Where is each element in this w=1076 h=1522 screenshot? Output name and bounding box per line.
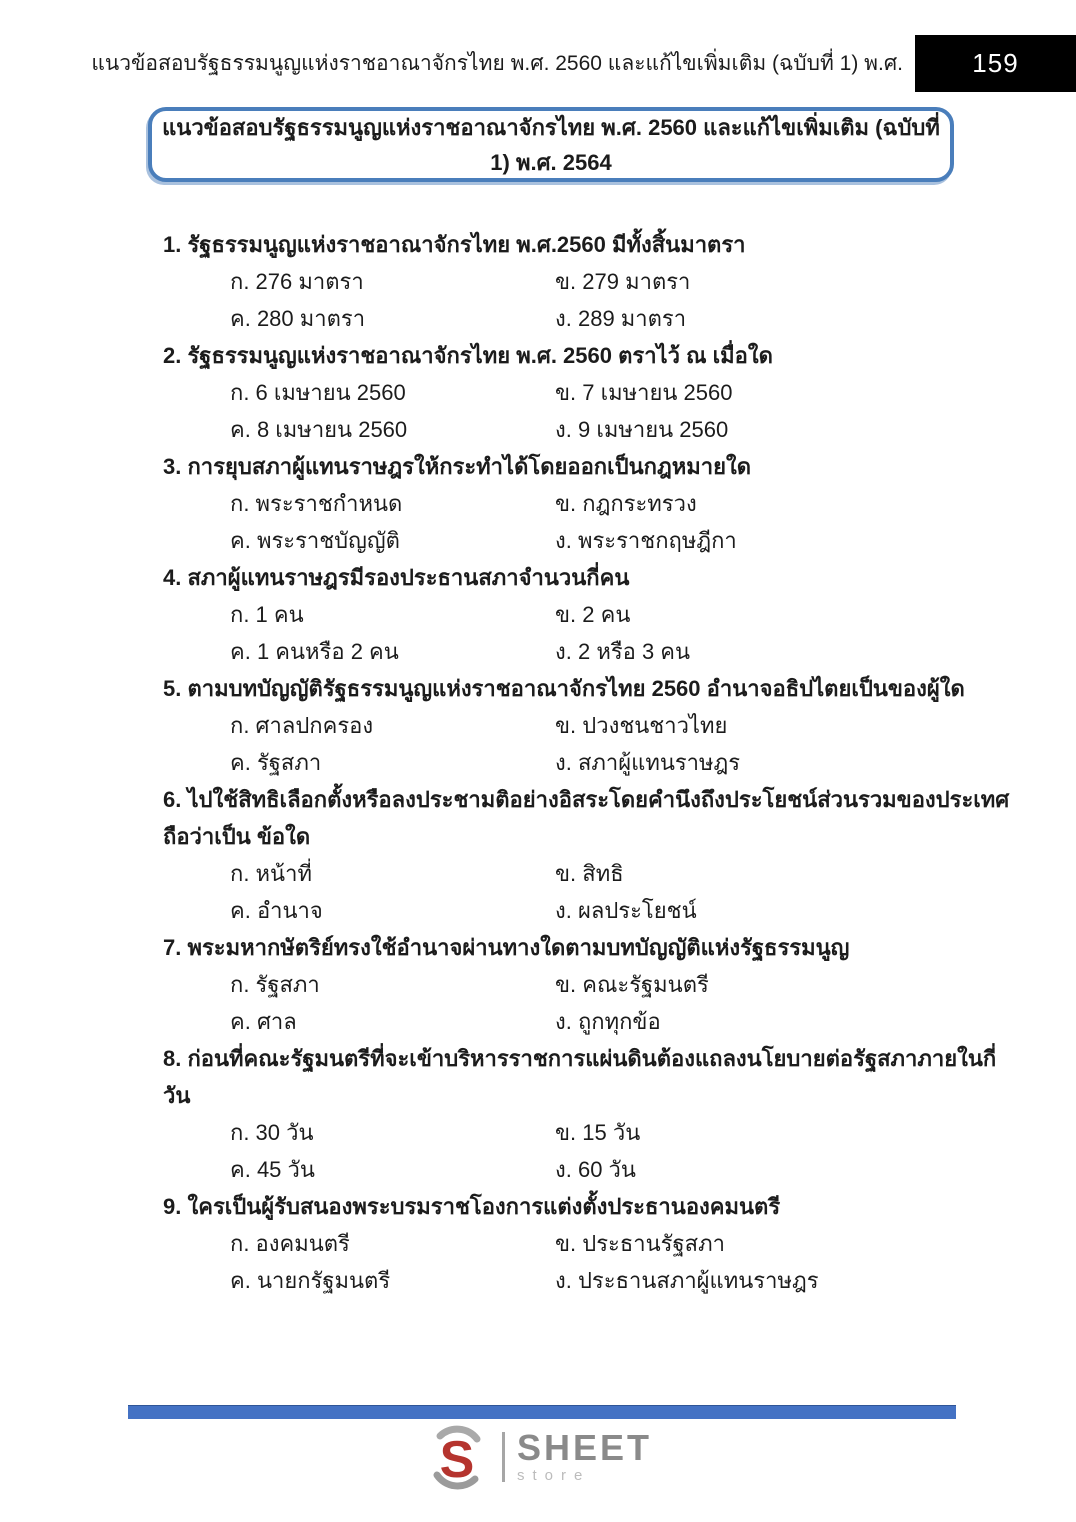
answer-option: ข. ประธานรัฐสภา — [555, 1231, 725, 1256]
answer-option: ข. กฎกระทรวง — [555, 491, 697, 516]
answer-option: ก. 1 คน — [230, 602, 304, 627]
answer-option: ค. อำนาจ — [230, 898, 323, 923]
logo-separator — [502, 1432, 505, 1482]
question-number: 3. — [163, 454, 182, 479]
answer-option: ก. 6 เมษายน 2560 — [230, 380, 406, 405]
question-text: 8. ก่อนที่คณะรัฐมนตรีที่จะเข้าบริหารราชการแผ่นดินต้องแถลงนโยบายต่อรัฐสภาภายในกี่วัน — [163, 1046, 997, 1108]
answer-option: ง. สภาผู้แทนราษฎร — [555, 750, 741, 775]
answer-option: ง. 2 หรือ 3 คน — [555, 639, 691, 664]
answer-option: ข. สิทธิ — [555, 861, 624, 886]
running-header-text: แนวข้อสอบรัฐธรรมนูญแห่งราชอาณาจักรไทย พ.ศ. 2560 และแก้ไขเพิ่มเติม (ฉบับที่ 1) พ.ศ. — [91, 52, 903, 75]
answer-option: ง. พระราชกฤษฎีกา — [555, 528, 737, 553]
question-block — [163, 929, 1016, 1040]
answer-option: ก. พระราชกำหนด — [230, 491, 403, 516]
answer-option: ง. 9 เมษายน 2560 — [555, 417, 729, 442]
question-block — [163, 448, 1016, 559]
answer-option: ค. นายกรัฐมนตรี — [230, 1268, 391, 1293]
answer-option: ข. ปวงชนชาวไทย — [555, 713, 728, 738]
question-number: 1. — [163, 232, 182, 257]
answer-options — [230, 485, 1016, 559]
logo-brand-name: SHEET — [516, 1426, 653, 1468]
answer-options — [230, 374, 1016, 448]
question-block — [163, 337, 1016, 448]
sheet-store-s-icon — [424, 1424, 490, 1490]
question-text: 1. รัฐธรรมนูญแห่งราชอาณาจักรไทย พ.ศ.2560 มีทั้งสิ้นมาตรา — [163, 232, 746, 257]
answer-option: ข. คณะรัฐมนตรี — [555, 972, 709, 997]
question-text: 2. รัฐธรรมนูญแห่งราชอาณาจักรไทย พ.ศ. 2560 ตราไว้ ณ เมื่อใด — [163, 343, 773, 368]
answer-option: ง. ถูกทุกข้อ — [555, 1009, 661, 1034]
question-text: 5. ตามบทบัญญัติรัฐธรรมนูญแห่งราชอาณาจักรไทย 2560 อำนาจอธิปไตยเป็นของผู้ใด — [163, 676, 965, 701]
question-block — [163, 226, 1016, 337]
question-number: 6. — [163, 787, 182, 812]
logo-sub-name: store — [516, 1466, 591, 1484]
page-header — [0, 35, 1076, 92]
answer-option: ง. ประธานสภาผู้แทนราษฎร — [555, 1268, 819, 1293]
svg-text:S: S — [439, 1431, 475, 1489]
answer-option: ง. 289 มาตรา — [555, 306, 687, 331]
answer-option: ก. 30 วัน — [230, 1120, 314, 1145]
answer-option: ค. รัฐสภา — [230, 750, 322, 775]
answer-option: ก. รัฐสภา — [230, 972, 320, 997]
answer-options — [230, 596, 1016, 670]
document-title: แนวข้อสอบรัฐธรรมนูญแห่งราชอาณาจักรไทย พ.ศ. 2560 และแก้ไขเพิ่มเติม (ฉบับที่ 1) พ.ศ. 2564 — [162, 114, 940, 175]
question-text: 4. สภาผู้แทนราษฎรมีรองประธานสภาจำนวนกี่คน — [163, 565, 630, 590]
title-box — [148, 107, 954, 182]
question-text: 9. ใครเป็นผู้รับสนองพระบรมราชโองการแต่งตั้งประธานองคมนตรี — [163, 1194, 781, 1219]
answer-options — [230, 966, 1016, 1040]
question-text: 6. ไปใช้สิทธิเลือกตั้งหรือลงประชามติอย่างอิสระโดยคำนึงถึงประโยชน์ส่วนรวมของประเทศถือว่าเป็น ข้อใด — [163, 787, 1010, 849]
answer-option: ก. ศาลปกครอง — [230, 713, 374, 738]
question-number: 9. — [163, 1194, 182, 1219]
answer-option: ค. 8 เมษายน 2560 — [230, 417, 408, 442]
answer-option: ข. 279 มาตรา — [555, 269, 691, 294]
answer-option: ค. ศาล — [230, 1009, 297, 1034]
question-number: 2. — [163, 343, 182, 368]
page-number: 159 — [972, 48, 1019, 78]
answer-options — [230, 1225, 1016, 1299]
answer-options — [230, 1114, 1016, 1188]
answer-option: ก. องคมนตรี — [230, 1231, 350, 1256]
answer-option: ข. 2 คน — [555, 602, 631, 627]
question-block — [163, 1040, 1016, 1188]
question-list — [163, 226, 1016, 1299]
answer-option: ค. 45 วัน — [230, 1157, 315, 1182]
question-number: 4. — [163, 565, 182, 590]
question-block — [163, 670, 1016, 781]
answer-options — [230, 263, 1016, 337]
question-block — [163, 559, 1016, 670]
sheet-store-logo — [0, 1424, 1076, 1490]
answer-option: ค. 1 คนหรือ 2 คน — [230, 639, 399, 664]
question-number: 8. — [163, 1046, 182, 1071]
answer-option: ง. ผลประโยชน์ — [555, 898, 697, 923]
logo-text — [516, 1426, 653, 1485]
answer-option: ข. 7 เมษายน 2560 — [555, 380, 733, 405]
question-text: 7. พระมหากษัตริย์ทรงใช้อำนาจผ่านทางใดตามบทบัญญัติแห่งรัฐธรรมนูญ — [163, 935, 850, 960]
question-number: 7. — [163, 935, 182, 960]
question-block — [163, 1188, 1016, 1299]
question-block — [163, 781, 1016, 929]
answer-option: ข. 15 วัน — [555, 1120, 641, 1145]
answer-option: ง. 60 วัน — [555, 1157, 636, 1182]
question-text: 3. การยุบสภาผู้แทนราษฎรให้กระทำได้โดยออกเป็นกฎหมายใด — [163, 454, 752, 479]
page-number-box — [915, 35, 1076, 92]
answer-option: ก. หน้าที่ — [230, 861, 312, 886]
answer-option: ค. 280 มาตรา — [230, 306, 366, 331]
question-number: 5. — [163, 676, 182, 701]
answer-options — [230, 855, 1016, 929]
answer-options — [230, 707, 1016, 781]
answer-option: ก. 276 มาตรา — [230, 269, 364, 294]
answer-option: ค. พระราชบัญญัติ — [230, 528, 400, 553]
footer-divider — [128, 1405, 956, 1419]
